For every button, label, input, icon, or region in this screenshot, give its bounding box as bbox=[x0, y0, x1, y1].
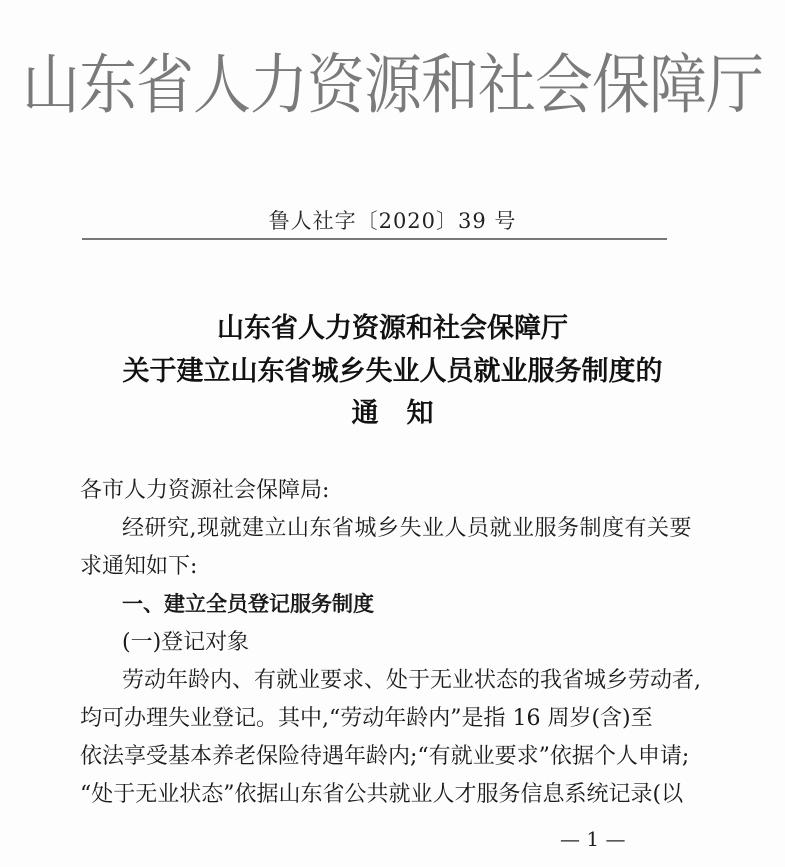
paragraph-1-line-1: 经研究,现就建立山东省城乡失业人员就业服务制度有关要 bbox=[122, 516, 692, 541]
paragraph-2-line-2: 均可办理失业登记。其中,“劳动年龄内”是指 16 周岁(含)至 bbox=[80, 706, 653, 731]
title-line-3: 通知 bbox=[351, 398, 462, 429]
page-number: — 1 — bbox=[560, 827, 626, 851]
subsection-1-heading: (一)登记对象 bbox=[122, 630, 250, 655]
salutation: 各市人力资源社会保障局: bbox=[80, 478, 330, 503]
paragraph-2-line-4: “处于无业状态”依据山东省公共就业人才服务信息系统记录(以 bbox=[80, 782, 684, 807]
paragraph-2-line-1: 劳动年龄内、有就业要求、处于无业状态的我省城乡劳动者, bbox=[122, 668, 701, 693]
header-organization: 山东省人力资源和社会保障厅 bbox=[21, 46, 763, 123]
title-line-1: 山东省人力资源和社会保障厅 bbox=[217, 313, 568, 344]
document-number: 鲁人社字〔2020〕39 号 bbox=[268, 209, 517, 233]
section-1-heading: 一、建立全员登记服务制度 bbox=[122, 592, 374, 616]
paragraph-2-line-3: 依法享受基本养老保险待遇年龄内;“有就业要求”依据个人申请; bbox=[80, 744, 690, 769]
title-line-2: 关于建立山东省城乡失业人员就业服务制度的 bbox=[122, 356, 663, 387]
header-divider bbox=[82, 238, 667, 240]
paragraph-1-line-2: 求通知如下: bbox=[80, 554, 198, 579]
